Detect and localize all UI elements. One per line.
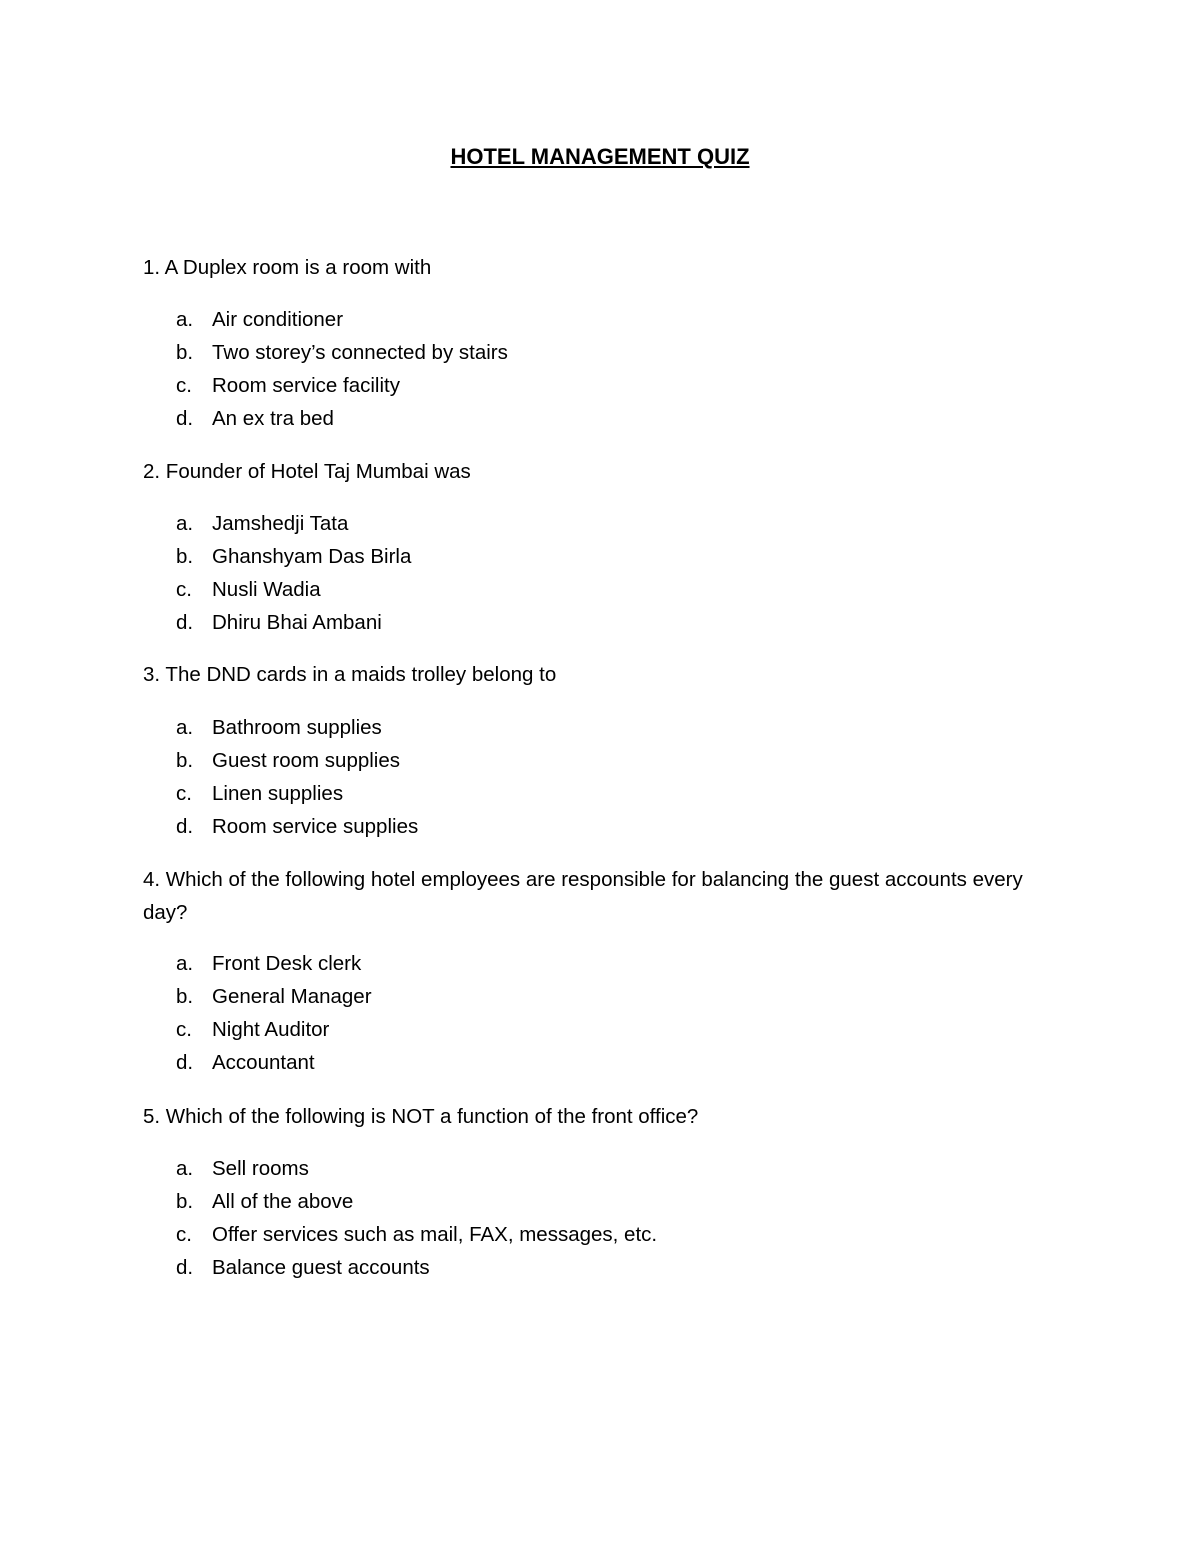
option-text: An ex tra bed	[212, 407, 334, 430]
option-item	[176, 507, 411, 540]
option-text: Night Auditor	[212, 1018, 330, 1041]
option-letter: b.	[176, 341, 194, 364]
option-text: Linen supplies	[212, 782, 344, 805]
option-text: Room service facility	[212, 374, 400, 397]
option-item	[176, 1152, 657, 1185]
question-3-text: 3. The DND cards in a maids trolley belong to	[143, 663, 557, 686]
option-letter: d.	[176, 407, 194, 430]
option-item	[176, 947, 372, 980]
question-2-options	[176, 507, 411, 639]
question-5-text: 5. Which of the following is NOT a function of the front office?	[143, 1105, 699, 1128]
option-text: Two storey’s connected by stairs	[212, 341, 508, 364]
option-letter: a.	[176, 308, 194, 331]
option-text: Accountant	[212, 1051, 315, 1074]
option-text: Room service supplies	[212, 815, 419, 838]
page-title: HOTEL MANAGEMENT QUIZ	[450, 144, 750, 169]
option-letter: c.	[176, 1018, 192, 1041]
option-item	[176, 1013, 372, 1046]
option-item	[176, 980, 372, 1013]
option-letter: b.	[176, 545, 194, 568]
option-letter: d.	[176, 611, 194, 634]
option-letter: c.	[176, 374, 192, 397]
option-letter: a.	[176, 716, 194, 739]
option-letter: c.	[176, 578, 192, 601]
option-item	[176, 573, 411, 606]
option-item	[176, 303, 508, 336]
option-text: All of the above	[212, 1190, 354, 1213]
option-letter: a.	[176, 952, 194, 975]
question-3-options	[176, 711, 418, 843]
option-text: Front Desk clerk	[212, 952, 362, 975]
option-text: Guest room supplies	[212, 749, 401, 772]
option-text: Offer services such as mail, FAX, messages, etc.	[212, 1223, 658, 1246]
option-item	[176, 369, 508, 402]
option-text: Bathroom supplies	[212, 716, 382, 739]
option-text: Jamshedji Tata	[212, 512, 349, 535]
option-letter: b.	[176, 1190, 194, 1213]
question-1-text: 1. A Duplex room is a room with	[143, 256, 432, 279]
option-item	[176, 777, 418, 810]
option-letter: b.	[176, 749, 194, 772]
question-1-options	[176, 303, 508, 435]
option-text: Air conditioner	[212, 308, 344, 331]
option-item	[176, 744, 418, 777]
option-item	[176, 336, 508, 369]
option-item	[176, 402, 508, 435]
option-text: Nusli Wadia	[212, 578, 321, 601]
option-letter: c.	[176, 1223, 192, 1246]
option-letter: d.	[176, 1051, 194, 1074]
option-text: General Manager	[212, 985, 372, 1008]
option-letter: b.	[176, 985, 194, 1008]
option-letter: c.	[176, 782, 192, 805]
option-letter: a.	[176, 512, 194, 535]
option-text: Ghanshyam Das Birla	[212, 545, 412, 568]
option-item	[176, 1185, 657, 1218]
option-text: Sell rooms	[212, 1157, 309, 1180]
question-2-text: 2. Founder of Hotel Taj Mumbai was	[143, 460, 471, 483]
option-item	[176, 1251, 657, 1284]
option-item	[176, 1046, 372, 1079]
question-4-text: 4. Which of the following hotel employees are responsible for balancing the guest accounts every day?	[143, 868, 1023, 924]
option-item	[176, 1218, 657, 1251]
option-letter: d.	[176, 815, 194, 838]
option-item	[176, 810, 418, 843]
option-letter: a.	[176, 1157, 194, 1180]
question-5-options	[176, 1152, 657, 1284]
option-text: Dhiru Bhai Ambani	[212, 611, 382, 634]
option-letter: d.	[176, 1256, 194, 1279]
option-text: Balance guest accounts	[212, 1256, 430, 1279]
option-item	[176, 606, 411, 639]
question-4-options	[176, 947, 372, 1079]
option-item	[176, 711, 418, 744]
option-item	[176, 540, 411, 573]
